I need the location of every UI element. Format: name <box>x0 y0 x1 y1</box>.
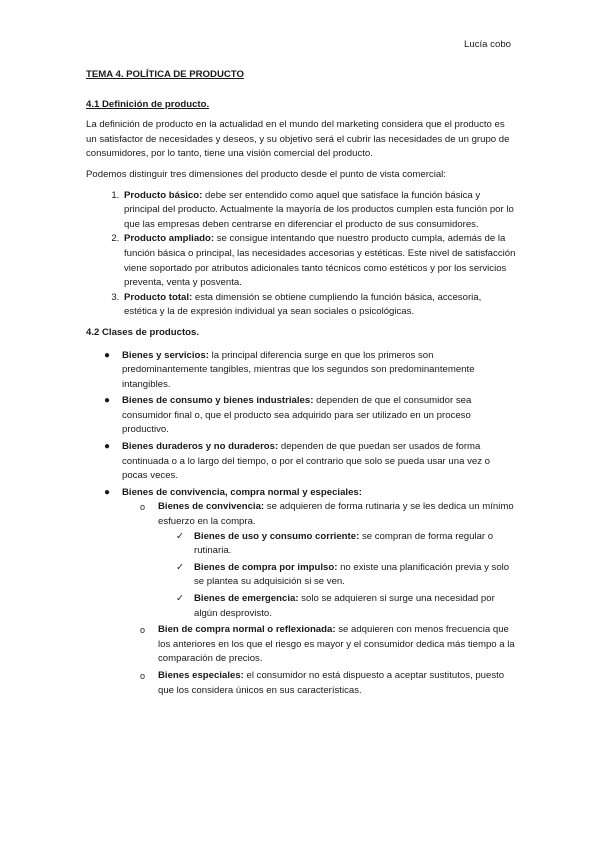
bullet-icon: ● <box>104 486 111 498</box>
checkmark-icon: ✓ <box>176 593 185 604</box>
term: Bienes y servicios: <box>122 349 209 361</box>
term: Bienes de convivencia, compra normal y especiales: <box>122 486 362 498</box>
term: Bien de compra normal o reflexionada: <box>158 624 336 636</box>
convenience-sublist <box>122 500 516 698</box>
list-item <box>158 561 516 590</box>
description: no existe una planificación previa y solo se plantea su adquisición si se ven. <box>194 561 510 588</box>
description: solo se adquieren si surge una necesidad por algún desprovisto. <box>194 593 495 619</box>
checkmark-icon: ✓ <box>176 530 185 542</box>
section-heading-definition: 4.1 Definición de producto. <box>86 98 210 110</box>
list-item <box>158 592 516 621</box>
product-classes-list <box>86 349 516 699</box>
term: Bienes de convivencia: <box>158 501 265 513</box>
description: debe ser entendido como aquel que satisface la función básica y principal del producto. Actualmente la mayoría de los productos cumplen esta función por lo que las empresas deben centrarse en diferenciar el producto de sus consumidores. <box>124 189 514 230</box>
bullet-icon: ● <box>104 441 111 453</box>
description: dependen de que el consumidor sea consumidor final o, que el producto sea adquirido para ser utilizado en un proceso productivo. <box>122 395 472 436</box>
list-item <box>86 440 516 484</box>
dimensions-list <box>86 189 516 320</box>
bullet-icon: ● <box>104 349 111 361</box>
checkmark-icon: ✓ <box>176 561 185 573</box>
description: el consumidor no está dispuesto a aceptar sustitutos, puesto que los considera únicos en sus características. <box>158 669 505 696</box>
term: Bienes duraderos y no duraderos: <box>122 441 279 453</box>
list-item <box>122 189 516 233</box>
list-item <box>122 500 516 621</box>
term: Producto total: <box>124 291 193 303</box>
description: la principal diferencia surge en que los primeros son predominantemente tangibles, mientras que los segundos son predominantemente intangibles. <box>122 349 475 390</box>
term: Bienes de emergencia: <box>194 593 299 604</box>
list-item <box>122 291 516 320</box>
term: Bienes de consumo y bienes industriales: <box>122 395 314 407</box>
term: Bienes de compra por impulso: <box>194 561 338 573</box>
section-heading-classes: 4.2 Clases de productos. <box>86 326 200 338</box>
description: se consigue intentando que nuestro producto cumpla, además de la función básica o principal, las necesidades accesorias y estéticas. Este nivel de satisfacción viene soportado por atributos adicionales tanto técnicos como estéticos y por los servicios preventa, venta y posventa. <box>124 233 516 289</box>
description: esta dimensión se obtiene cumpliendo la función básica, accesoria, estética y la de expresión individual ya sean sociales o psicológicas. <box>124 291 482 318</box>
list-item <box>86 394 516 438</box>
list-item <box>122 669 516 698</box>
circle-bullet-icon: o <box>140 502 146 513</box>
bullet-icon: ● <box>104 395 111 407</box>
description: dependen de que puedan ser usados de forma continuada o a lo largo del tiempo, o por el contrario que solo se pueda usar una vez o pocas veces. <box>122 441 491 482</box>
term: Producto ampliado: <box>124 233 215 245</box>
paragraph-dimensions-intro: Podemos distinguir tres dimensiones del producto desde el punto de vista comercial: <box>86 168 446 180</box>
term: Bienes especiales: <box>158 669 244 681</box>
term: Bienes de uso y consumo corriente: <box>194 530 360 542</box>
document-body <box>86 68 516 700</box>
circle-bullet-icon: o <box>140 625 146 636</box>
term: Producto básico: <box>124 189 203 201</box>
description: se compran de forma regular o rutinaria. <box>194 530 494 557</box>
description: se adquieren con menos frecuencia que los anteriores en los que el riesgo es mayor y el consumidor dedica más tiempo a la comparación de precios. <box>158 624 515 665</box>
list-item <box>86 486 516 698</box>
author-name: Lucía cobo <box>464 39 511 50</box>
paragraph-definition: La definición de producto en la actualidad en el mundo del marketing considera que el producto es un satisfactor de necesidades y deseos, y su objetivo será el cubrir las necesidades de un grupo de consumidores, por lo tanto, tiene una visión comercial del producto. <box>86 119 510 160</box>
list-item <box>86 349 516 393</box>
list-item <box>158 530 516 559</box>
document-title: TEMA 4. POLÍTICA DE PRODUCTO <box>86 69 244 80</box>
circle-bullet-icon: o <box>140 670 146 681</box>
list-item <box>122 232 516 290</box>
list-item <box>122 623 516 667</box>
description: se adquieren de forma rutinaria y se les dedica un mínimo esfuerzo en la compra. <box>158 501 514 528</box>
convenience-types-list <box>158 530 516 622</box>
